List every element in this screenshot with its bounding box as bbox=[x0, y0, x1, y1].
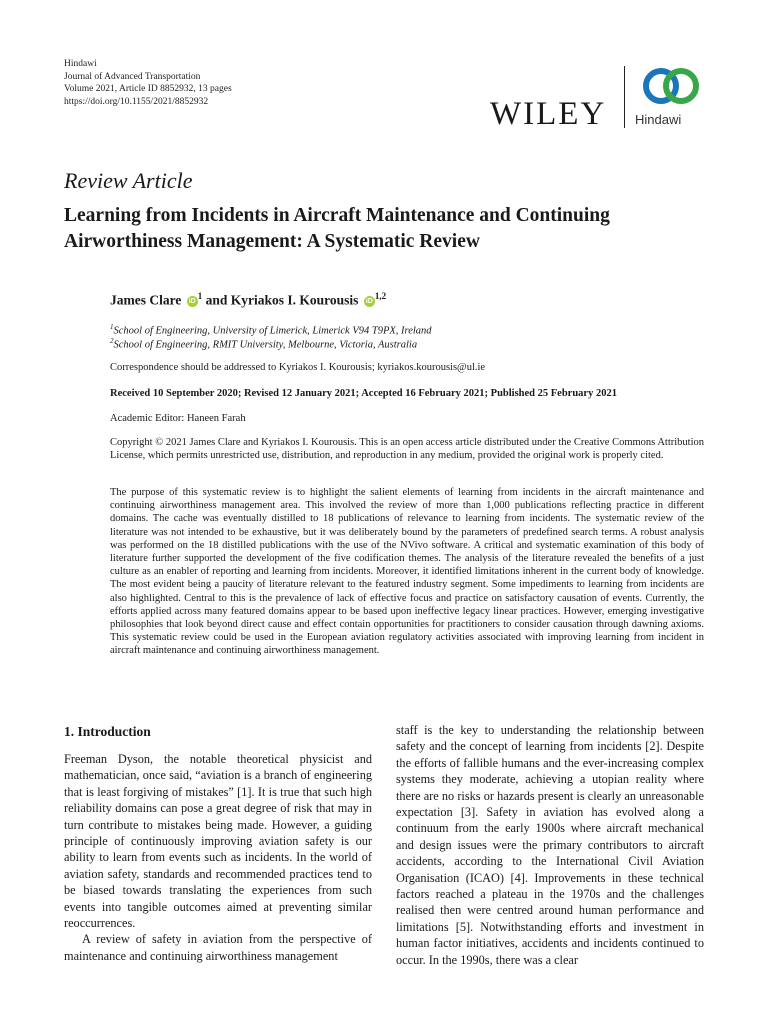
affiliation-text: School of Engineering, RMIT University, Melbourne, Victoria, Australia bbox=[113, 339, 418, 351]
author-conjunction: and bbox=[205, 292, 228, 308]
author-affiliation-sup: 1,2 bbox=[374, 291, 387, 301]
wiley-logo: WILEY bbox=[490, 96, 607, 132]
article-title: Learning from Incidents in Aircraft Maintenance and Continuing Airworthiness Management: A Systematic Review bbox=[64, 205, 610, 252]
author-name: Kyriakos I. Kourousis bbox=[230, 292, 359, 308]
hindawi-rings-icon bbox=[637, 64, 705, 108]
publisher-name: Hindawi bbox=[64, 59, 97, 69]
paragraph: Freeman Dyson, the notable theoretical physicist and mathematician, once said, “aviation is a branch of engineering that is least forgiving of mistakes” [1]. It is true that such high reliability domains can pose a great degree of risk that may in turn contribute to mistakes being made. However, a guiding principle of continuously improving aviation safety is our ability to learn from events such as incidents. In the world of aviation safety, standards and recommended practices tend to be biased towards translating the experiences from such events into tangible outcomes aimed at preventing similar reoccurrences. bbox=[64, 752, 372, 931]
orcid-icon[interactable]: iD bbox=[188, 297, 196, 305]
abstract: The purpose of this systematic review is to highlight the salient elements of learning from incidents in the aircraft maintenance and continuing airworthiness management area. This involved the review of more than 1,000 publications reflecting practice in different domains. The cache was eventually distilled to 18 publications of relevance to learning from incidents. The systematic review of the literature was not intended to be exhaustive, but it was deliberately bound by the parameters of predefined search terms. A robust analysis was performed on the 18 distilled publications with the use of the NVivo software. A critical and systematic examination of this body of literature further supported the development of the five codification themes. The analysis of the literature revealed the benefits of a just culture as an enabler of reporting and learning from incidents. Moreover, it identified limitations inherent in the current body of knowledge. The most evident being a paucity of literature relevant to the featured industry segment. Some impediments to learning from incidents are also highlighted. Central to this is the prevalence of lack of effective focus and practice on satisfactory causation of events. Currently, the efforts applied across many featured domains appear to be based upon ineffective legacy linear practices. However, emerging investigative philosophies that look beyond direct cause and effect contain opportunities for practitioners to consider causation through dawning axioms. This systematic review could be used in the European aviation regulatory activities associated with improving learning from incident in aircraft maintenance and continuing airworthiness management. bbox=[110, 487, 704, 657]
body-column-right bbox=[396, 722, 704, 968]
correspondence: Correspondence should be addressed to Kyriakos I. Kourousis; kyriakos.kourousis@ul.ie bbox=[110, 362, 486, 373]
author-affiliation-sup: 1 bbox=[197, 291, 203, 301]
logo-divider bbox=[624, 66, 625, 128]
article-type: Review Article bbox=[64, 168, 193, 193]
paragraph: A review of safety in aviation from the perspective of maintenance and continuing airworthiness management bbox=[64, 932, 372, 963]
body-column-left bbox=[64, 751, 372, 964]
academic-editor: Academic Editor: Haneen Farah bbox=[110, 413, 246, 424]
volume-line: Volume 2021, Article ID 8852932, 13 pages bbox=[64, 84, 232, 94]
copyright-notice: Copyright © 2021 James Clare and Kyriakos I. Kourousis. This is an open access article distributed under the Creative Commons Attribution License, which permits unrestricted use, distribution, and reproduction in any medium, provided the original work is properly cited. bbox=[110, 437, 704, 462]
journal-metadata bbox=[64, 58, 232, 108]
affiliation-2 bbox=[110, 337, 417, 351]
journal-name: Journal of Advanced Transportation bbox=[64, 71, 201, 82]
orcid-icon[interactable]: iD bbox=[365, 297, 373, 305]
author-list bbox=[110, 291, 386, 309]
publication-dates: Received 10 September 2020; Revised 12 January 2021; Accepted 16 February 2021; Published 25 February 2021 bbox=[110, 388, 617, 399]
affiliation-1 bbox=[110, 323, 432, 337]
doi-link[interactable]: https://doi.org/10.1155/2021/8852932 bbox=[64, 96, 209, 107]
affiliation-number: 1 bbox=[110, 323, 114, 331]
author-name: James Clare bbox=[110, 292, 182, 308]
section-heading: 1. Introduction bbox=[64, 724, 151, 739]
affiliation-text: School of Engineering, University of Limerick, Limerick V94 T9PX, Ireland bbox=[113, 325, 432, 337]
affiliation-number: 2 bbox=[110, 337, 114, 345]
paragraph: staff is the key to understanding the relationship between safety and the concept of learning from incidents [2]. Despite the efforts of fallible humans and the ever-increasing complex systems they moderate, achieving a utopian reality where there are no risks or hazards present is clearly an unreasonable expectation [3]. Safety in aviation has evolved along a continuum from the early 1900s where aircraft mechanical and design issues were the primary contributors to aircraft accidents, according to the International Civil Aviation Organisation (ICAO) [4]. Improvements in these technical factors reached a plateau in the 1970s and the challenges realised then were centred around human performance and limitations [5]. Notwithstanding efforts and investment in human factor initiatives, accidents and incidents continued to occur. In the 1990s, there was a clear bbox=[396, 723, 704, 967]
hindawi-logo-text: Hindawi bbox=[635, 112, 682, 127]
